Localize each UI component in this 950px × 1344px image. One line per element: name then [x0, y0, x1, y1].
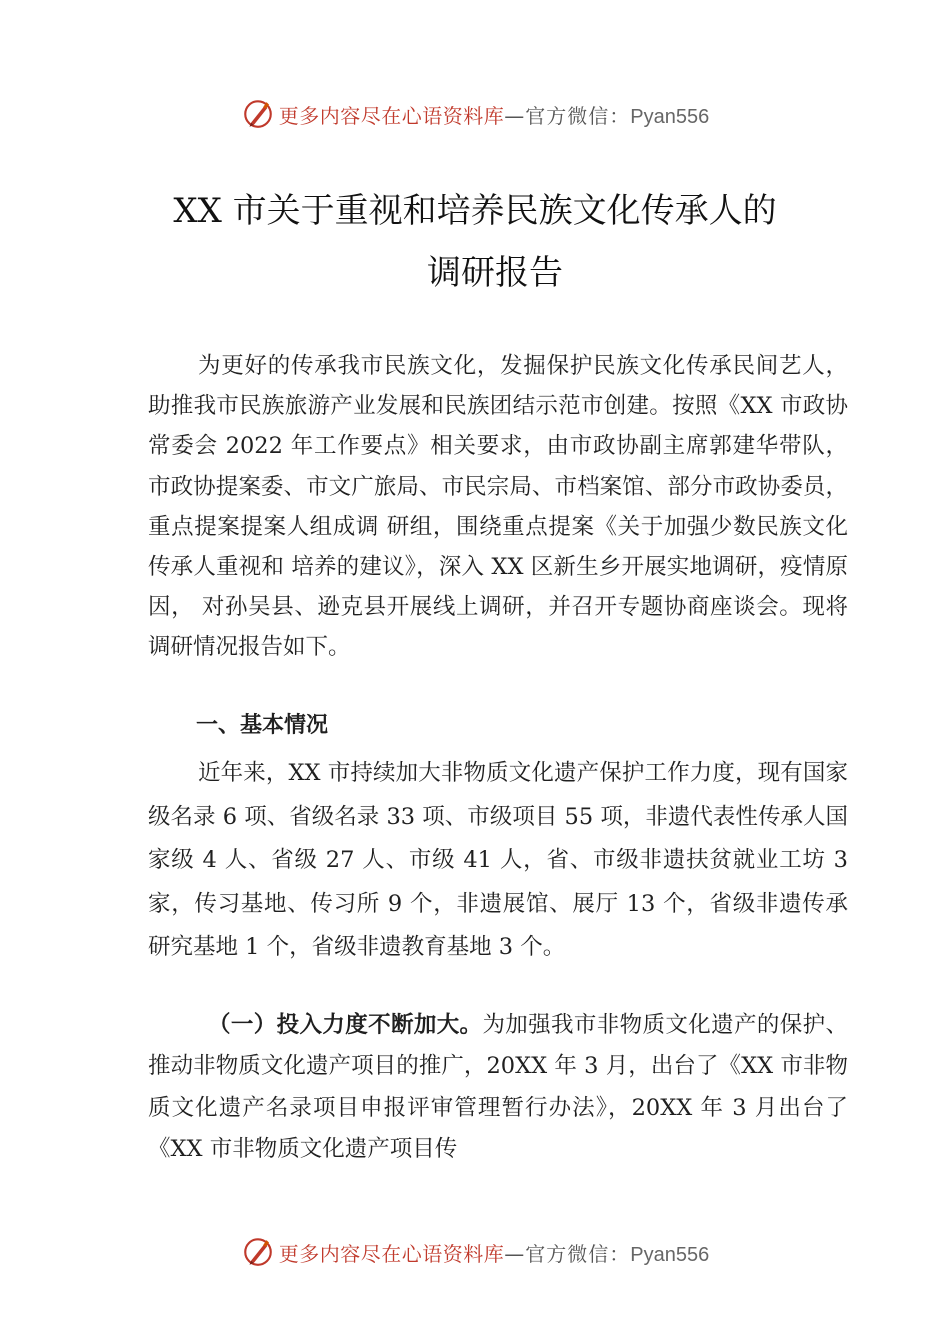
header-banner [0, 94, 950, 134]
subsection-investment-paragraph [148, 1005, 848, 1170]
banner-wechat-id: Pyan556 [630, 105, 710, 128]
banner-brand-text: 更多内容尽在心语资料库 [278, 103, 505, 128]
footer-wechat-label: —官方微信：Pyan556 [504, 1241, 710, 1266]
subsection-lead: （一）投入力度不断加大。 [208, 1012, 483, 1038]
document-title-line2: 调研报告 [427, 253, 563, 293]
banner-wechat-label: —官方微信：Pyan556 [504, 103, 710, 128]
section-heading-basic-situation: 一、基本情况 [196, 713, 329, 738]
footer-wechat-id: Pyan556 [630, 1243, 710, 1266]
intro-paragraph: 为更好的传承我市民族文化，发掘保护民族文化传承民间艺人，助推我市民族旅游产业发展和民族团结示范市创建。按照《XX 市政协常委会 2022 年工作要点》相关要求，由市政协副主席郭建华带队，市政协提案委、市文广旅局、市民宗局、市档案馆、部分市政协委员，重点提案提案人组成调 研组，围绕重点提案《关于加强少数民族文化传承人重视和 培养的建议》，深入 XX 区新生乡开展实地调研，疫情原因， 对孙吴县、逊克县开展线上调研，并召开专题协商座谈会。现将调研情况报告如下。 [148, 353, 848, 661]
footer-brand-text: 更多内容尽在心语资料库 [278, 1241, 505, 1266]
pen-logo-icon [241, 1235, 275, 1269]
pen-logo-icon [241, 97, 275, 131]
basic-situation-paragraph: 近年来，XX 市持续加大非物质文化遗产保护工作力度，现有国家级名录 6 项、省级名录 33 项、市级项目 55 项，非遗代表性传承人国家级 4 人、省级 27 人、市级 41 人，省、市级非遗扶贫就业工坊 3 家，传习基地、传习所 9 个，非遗展馆、展厅 13 个，省级非遗传承研究基地 1 个，省级非遗教育基地 3 个。 [148, 760, 848, 960]
document-title-line1: XX 市关于重视和培养民族文化传承人的 [173, 191, 777, 231]
subsection-text: 为加强我市非物质文化遗产的保护、推动非物质文化遗产项目的推广，20XX 年 3 月，出台了《XX 市非物质文化遗产名录项目申报评审管理暂行办法》，20XX 年 3 月出台了《XX 市非物质文化遗产项目传 [148, 1012, 848, 1162]
footer-banner [0, 1232, 950, 1272]
